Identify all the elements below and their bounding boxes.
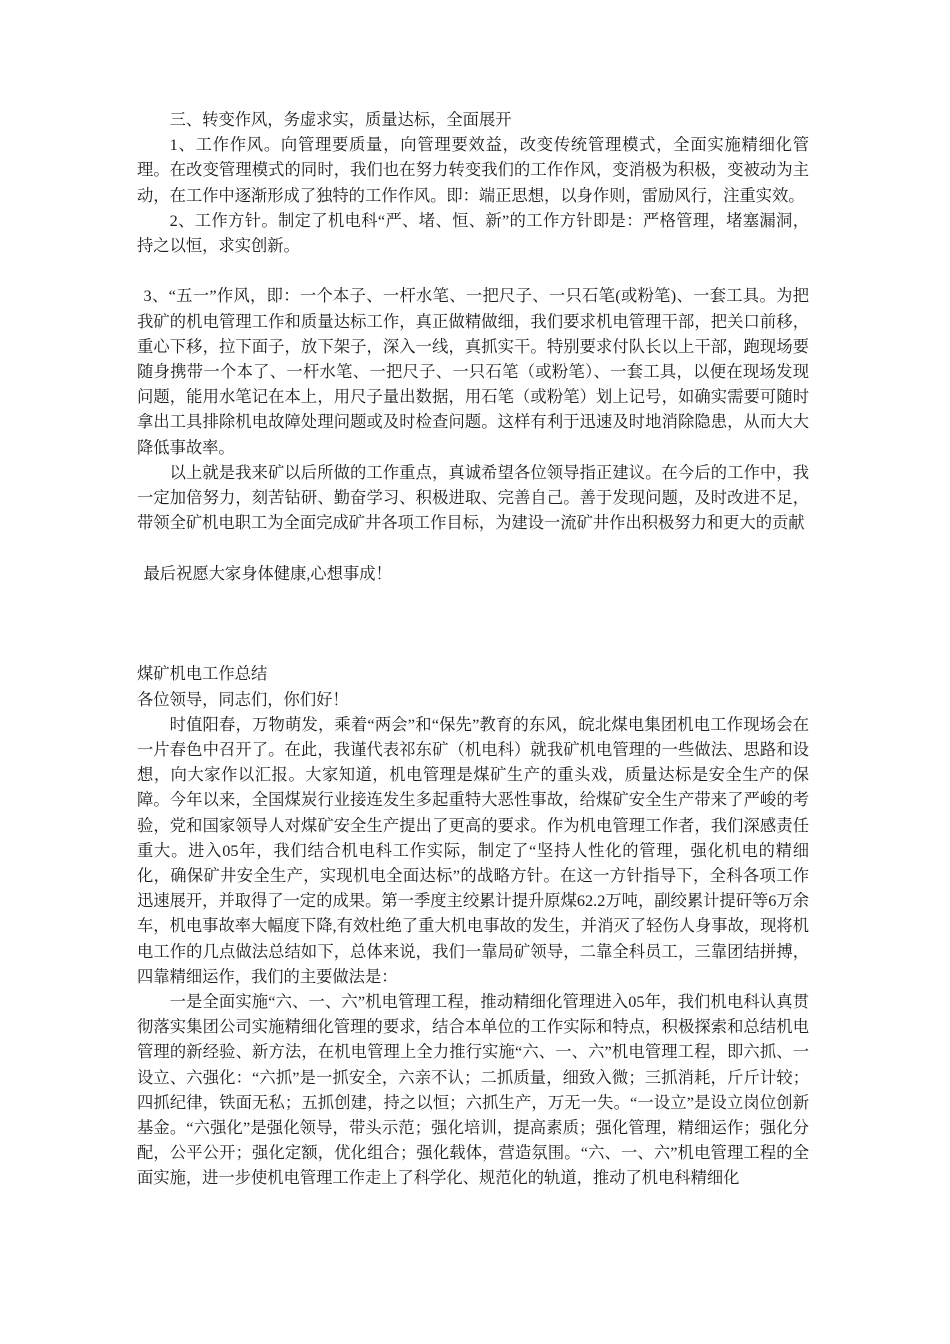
- paragraph-opening-report: 时值阳春，万物萌发，乘着“两会”和“保先”教育的东风，皖北煤电集团机电工作现场会在一片春色中召开了。在此，我谨代表祁东矿（机电科）就我矿机电管理的一些做法、思路和设想，向大家作以汇报。大家知道，机电管理是煤矿生产的重头戏，质量达标是安全生产的保障。今年以来，全国煤炭行业接连发生多起重特大恶性事故，给煤矿安全生产带来了严峻的考验，党和国家领导人对煤矿安全生产提出了更高的要求。作为机电管理工作者，我们深感责任重大。进入05年，我们结合机电科工作实际，制定了“坚持人性化的管理，强化机电的精细化，确保矿井安全生产，实现机电全面达标”的战略方针。在这一方针指导下，全科各项工作迅速展开，并取得了一定的成果。第一季度主绞累计提升原煤62.2万吨，副绞累计提矸等6万余车，机电事故率大幅度下降,有效杜绝了重大机电事故的发生，并消灭了轻伤人身事故，现将机电工作的几点做法总结如下，总体来说，我们一靠局矿领导，二靠全科员工，三靠团结拼搏，四靠精细运作，我们的主要做法是：: [137, 714, 809, 986]
- paragraph-measure-one: 一是全面实施“六、一、六”机电管理工程，推动精细化管理进入05年，我们机电科认真贯彻落实集团公司实施精细化管理的要求，结合本单位的工作实际和特点，积极探索和总结机电管理的新经验、新方法，在机电管理上全力推行实施“六、一、六”机电管理工程，即六抓、一设立、六强化：“六抓”是一抓安全，六亲不认；二抓质量，细致入微；三抓消耗，斤斤计较；四抓纪律，铁面无私；五抓创建，持之以恒；六抓生产，万无一失。“一设立”是设立岗位创新基金。“六强化”是强化领导，带头示范；强化培训，提高素质；强化管理，精细运作；强化分配，公平公开；强化定额，优化组合；强化载体，营造氛围。“六、一、六”机电管理工程的全面实施，进一步使机电管理工作走上了科学化、规范化的轨道，推动了机电科精细化: [137, 992, 809, 1188]
- paragraph-wuyi-style: 3、“五一”作风，即：一个本子、一杆水笔、一把尺子、一只石笔(或粉笔)、一套工具。为把我矿的机电管理工作和质量达标工作，真正做精做细，我们要求机电管理干部，把关口前移，重心下移，拉下面子，放下架子，深入一线，真抓实干。特别要求付队长以上干部，跑现场要随身携带一个本了、一杆水笔、一把尺子、一只石笔（或粉笔）、一套工具，以便在现场发现问题，能用水笔记在本上，用尺子量出数据，用石笔（或粉笔）划上记号，如确实需要可随时拿出工具排除机电故障处理问题或及时检查问题。这样有利于迅速及时地消除隐患，从而大大降低事故率。: [137, 286, 809, 457]
- salutation: 各位领导，同志们，你们好！: [137, 689, 349, 709]
- document-title: 煤矿机电工作总结: [137, 664, 268, 684]
- blank-line: [137, 535, 809, 560]
- document-body: [137, 107, 809, 1191]
- paragraph-work-policy: 2、工作方针。制定了机电科“严、堵、恒、新”的工作方针即是：严格管理，堵塞漏洞，持之以恒，求实创新。: [137, 210, 809, 256]
- section-three-heading: 三、转变作风，务虚求实，质量达标，全面展开: [169, 110, 512, 129]
- blank-line: [137, 258, 809, 283]
- blank-gap: [137, 586, 809, 662]
- paragraph-work-style: 1、工作作风。向管理要质量，向管理要效益，改变传统管理模式，全面实施精细化管理。在改变管理模式的同时，我们也在努力转变我们的工作作风，变消极为积极，变被动为主动，在工作中逐渐形成了独特的工作作风。即：端正思想，以身作则，雷励风行，注重实效。: [137, 135, 809, 205]
- paragraph-wishes: 最后祝愿大家身体健康,心想事成！: [143, 563, 392, 583]
- paragraph-closing-remarks: 以上就是我来矿以后所做的工作重点，真诚希望各位领导指正建议。在今后的工作中，我一定加倍努力，刻苦钻研、勤奋学习、积极进取、完善自己。善于发现问题，及时改进不足，带领全矿机电职工为全面完成矿井各项工作目标，为建设一流矿井作出积极努力和更大的贡献: [137, 462, 809, 533]
